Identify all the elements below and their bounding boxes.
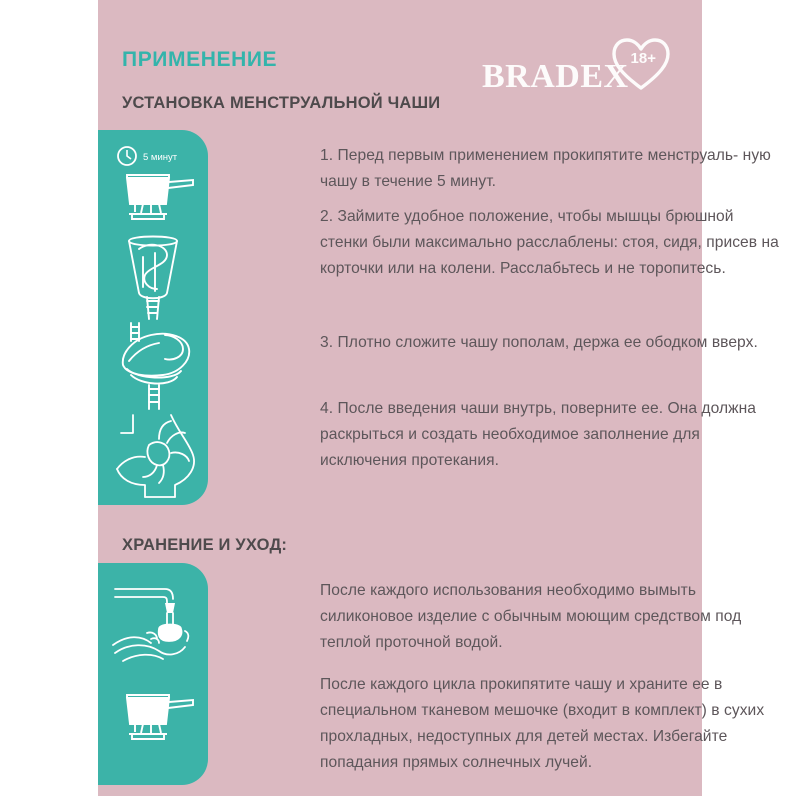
- insertion-anatomy-icon: [98, 408, 208, 500]
- storage-paragraph-1: После каждого использования необходимо вымыть силиконовое изделие с обычным моющим средством под теплой проточной водой.: [320, 582, 742, 651]
- cup-fold-icon: [98, 226, 208, 326]
- hand-washing-faucet-icon: [98, 571, 208, 671]
- step-paragraph-2: 2. Займите удобное положение, чтобы мышцы брюшной стенки были максимально расслаблены: стоя, сидя, присев на корточки или на колени. Расслабьтесь и не торопитесь.: [320, 208, 779, 277]
- storage-paragraph-2: После каждого цикла прокипятите чашу и храните ее в специальном тканевом мешочке (входит в комплект) в сухих прохладных, недоступных для детей местах. Избегайте попадания прямых солнечных лучей.: [320, 676, 765, 771]
- brand-logo: [482, 36, 672, 98]
- boiling-pot-timer-icon: [98, 140, 208, 232]
- storage-section-title: ХРАНЕНИЕ И УХОД:: [122, 536, 288, 554]
- step-paragraph-1: 1. Перед первым применением прокипятите менструаль- ную чашу в течение 5 минут.: [320, 147, 771, 190]
- step-paragraph-4: 4. После введения чаши внутрь, поверните ее. Она должна раскрыться и создать необходимое заполнение для исключения протекания.: [320, 400, 756, 469]
- cup-folded-in-hand-icon: [98, 316, 208, 412]
- step-paragraph-3: 3. Плотно сложите чашу пополам, держа ее ободком вверх.: [320, 334, 758, 351]
- age-badge-label: 18+: [630, 50, 656, 67]
- steps-icon-panel: [98, 130, 208, 505]
- brand-wordmark: BRADEX: [482, 58, 629, 95]
- subsection-title: УСТАНОВКА МЕНСТРУАЛЬНОЙ ЧАШИ: [122, 94, 441, 112]
- boiling-pot-icon: [98, 671, 208, 771]
- pink-content-card: [98, 0, 779, 796]
- storage-icon-panel: [98, 563, 208, 785]
- page-title: ПРИМЕНЕНИЕ: [122, 48, 278, 71]
- svg-text:5 минут: 5 минут: [143, 152, 178, 163]
